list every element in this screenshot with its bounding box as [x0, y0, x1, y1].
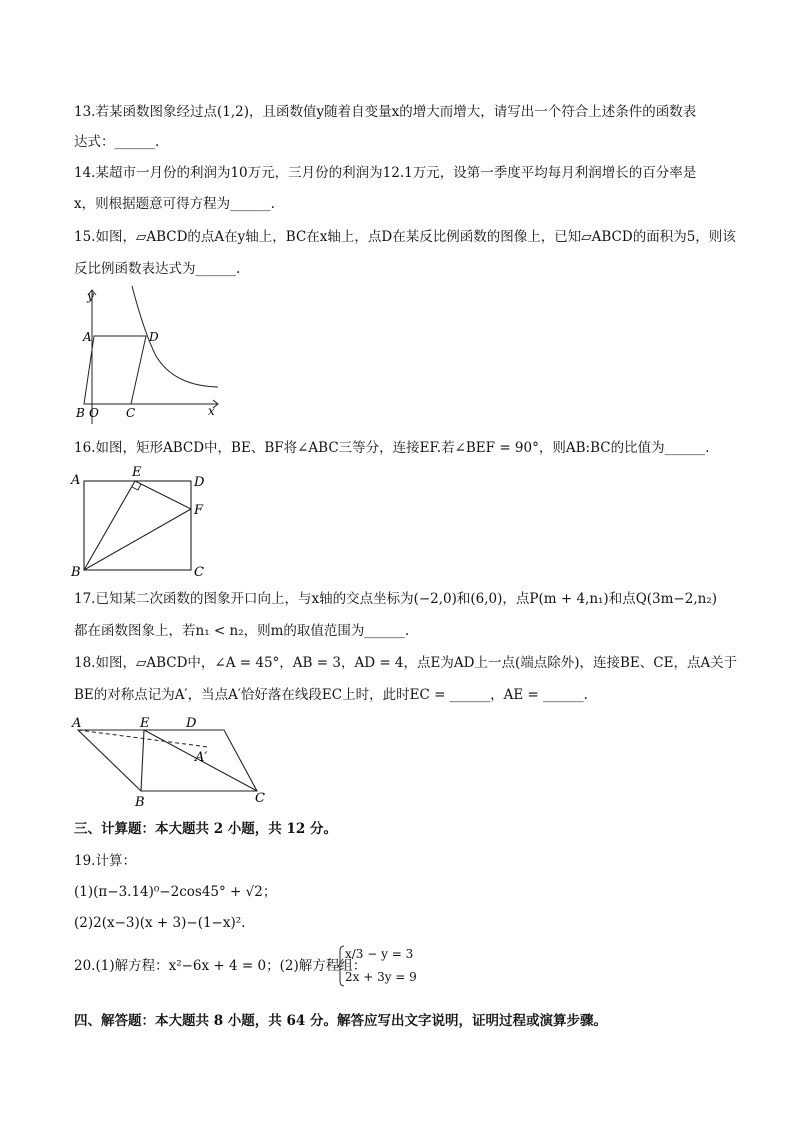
question-20-text: 20.(1)解方程：x²−6x + 4 = 0；(2)解方程组： [74, 958, 367, 974]
fig18-label-a: A [72, 716, 82, 731]
equation-system-brace [337, 945, 345, 987]
figure-15 [70, 284, 230, 426]
equation-system-eq1: x/3 − y = 3 [345, 947, 414, 961]
question-15-line1: 15.如图，▱ABCD的点A在y轴上，BC在x轴上，点D在某反比例函数的图像上，已知▱ABCD的面积为5，则该 [74, 229, 736, 245]
question-17-line2: 都在函数图象上，若n₁ < n₂，则m的取值范围为______. [74, 623, 410, 639]
fig16-label-e: E [132, 465, 142, 480]
fig18-label-d: D [186, 716, 197, 731]
question-16-line1: 16.如图，矩形ABCD中，BE、BF将∠ABC三等分，连接EF.若∠BEF = 90°，则AB:BC的比值为______. [74, 440, 710, 456]
fig16-label-a: A [71, 473, 81, 488]
question-19-part2: (2)2(x−3)(x + 3)−(1−x)². [74, 915, 246, 931]
fig18-label-b: B [135, 795, 145, 810]
question-13-line1: 13.若某函数图象经过点(1,2)，且函数值y随着自变量x的增大而增大，请写出一个符合上述条件的函数表 [74, 104, 697, 120]
fig15-label-o: O [89, 406, 99, 420]
fig15-label-y: y [87, 289, 94, 303]
fig16-label-d: D [194, 475, 205, 490]
question-15-line2: 反比例函数表达式为______. [74, 261, 241, 277]
question-13-line2: 达式：______. [74, 134, 160, 150]
fig18-label-e: E [140, 716, 150, 731]
equation-system-eq2: 2x + 3y = 9 [345, 970, 417, 984]
fig15-label-d: D [149, 330, 159, 344]
fig15-label-a: A [83, 330, 92, 344]
fig16-label-f: F [194, 503, 204, 518]
question-17-line1: 17.已知某二次函数的图象开口向上，与x轴的交点坐标为(−2,0)和(6,0)，点P(m + 4,n₁)和点Q(3m−2,n₂) [74, 591, 717, 607]
figure-16 [68, 461, 218, 579]
fig15-label-x: x [208, 404, 215, 418]
question-14-line1: 14.某超市一月份的利润为10万元，三月份的利润为12.1万元，设第一季度平均每月利润增长的百分率是 [74, 165, 697, 181]
fig18-label-a-prime: A′ [195, 750, 208, 765]
section-4-heading: 四、解答题：本大题共 8 小题，共 64 分。解答应写出文字说明，证明过程或演算步骤。 [74, 1013, 607, 1029]
fig18-label-c: C [255, 791, 265, 806]
question-18-line2: BE的对称点记为A′，当点A′恰好落在线段EC上时，此时EC = ______，AE = ______. [74, 687, 588, 703]
fig15-label-b: B [76, 406, 85, 420]
section-3-heading: 三、计算题：本大题共 2 小题，共 12 分。 [74, 821, 337, 837]
fig15-label-c: C [126, 406, 136, 420]
figure-18 [68, 710, 278, 810]
fig16-label-b: B [71, 565, 81, 579]
question-19-title: 19.计算： [74, 853, 136, 869]
question-18-line1: 18.如图，▱ABCD中，∠A = 45°，AB = 3，AD = 4，点E为AD上一点(端点除外)，连接BE、CE，点A关于 [74, 655, 738, 671]
fig16-label-c: C [194, 565, 204, 579]
question-19-part1: (1)(π−3.14)⁰−2cos45° + √2； [74, 884, 277, 900]
question-14-line2: x，则根据题意可得方程为______. [74, 196, 275, 212]
